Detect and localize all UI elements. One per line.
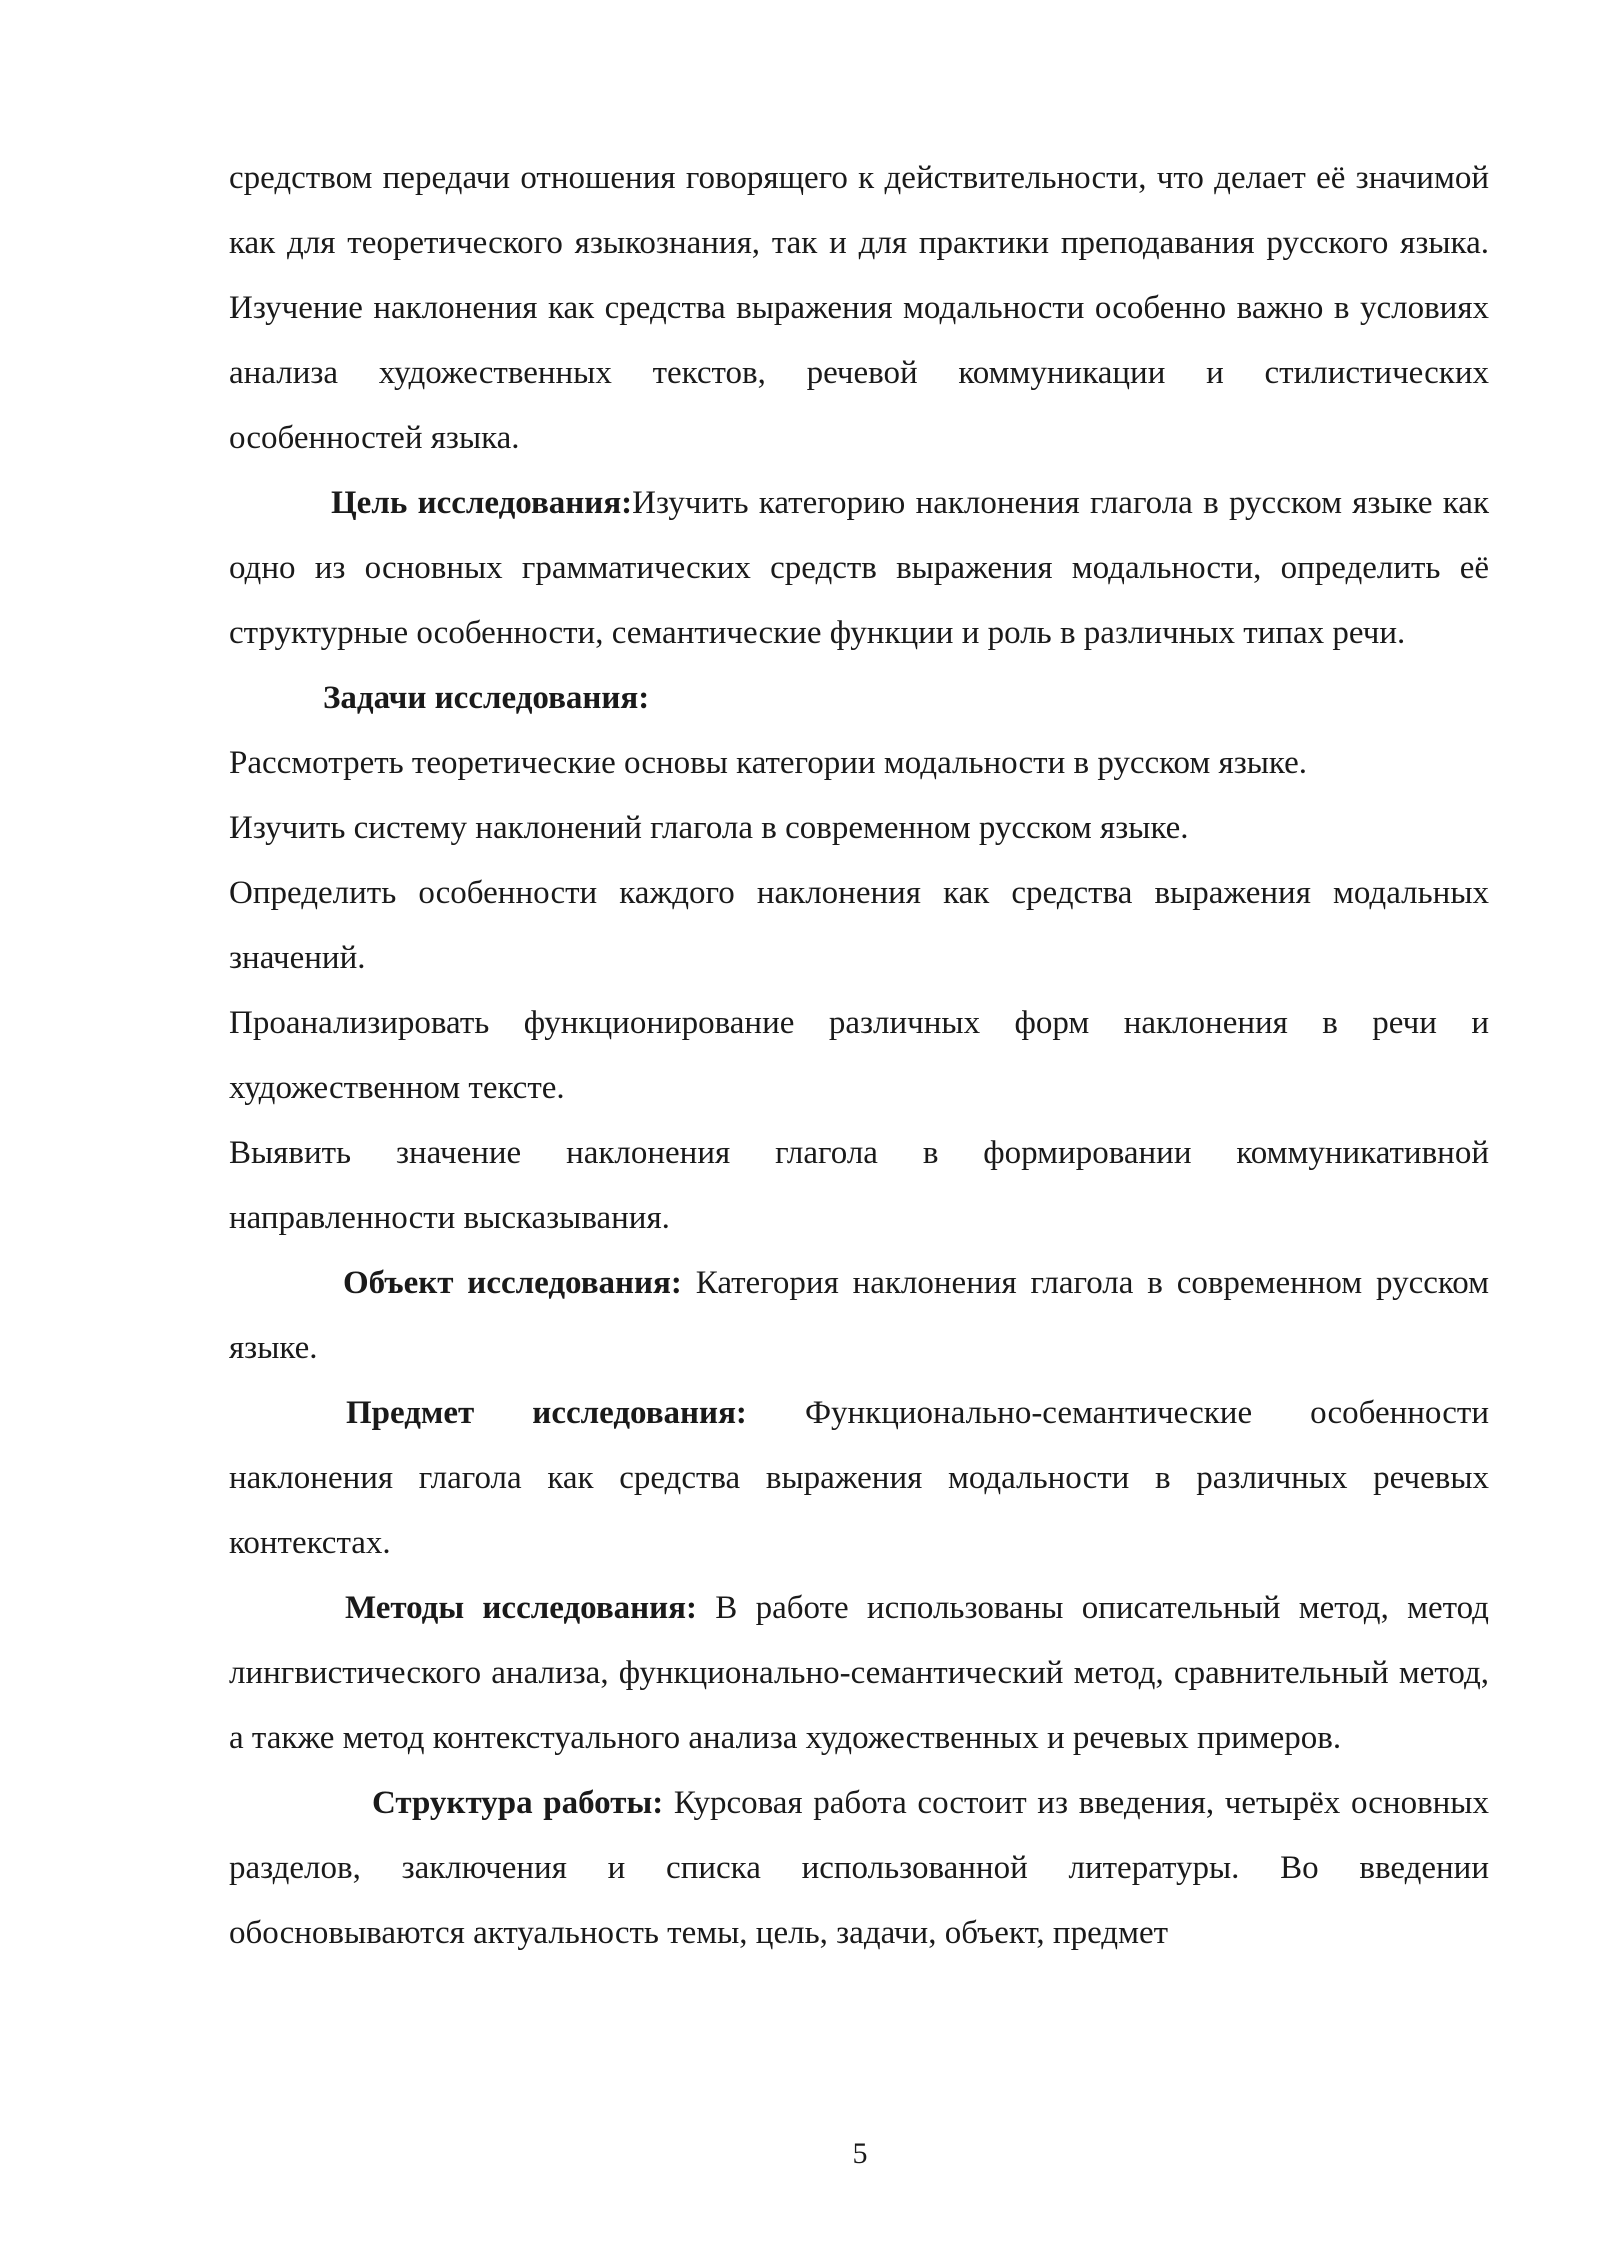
structure-paragraph	[229, 1771, 1489, 1966]
structure-text: Курсовая работа состоит из введения, четырёх основных разделов, заключения и списка использованной литературы. Во введении обосновываются актуальность темы, цель, задачи, объект, предмет	[229, 1785, 1489, 1951]
task-item: Рассмотреть теоретические основы категории модальности в русском языке.	[229, 745, 1308, 781]
object-paragraph	[229, 1251, 1489, 1381]
methods-paragraph	[229, 1576, 1489, 1771]
task-item: Выявить значение наклонения глагола в формировании коммуникативной направленности высказывания.	[229, 1135, 1489, 1236]
methods-heading: Методы исследования:	[345, 1590, 698, 1626]
goal-text: Изучить категорию наклонения глагола в русском языке как одно из основных грамматических средств выражения модальности, определить её структурные особенности, семантические функции и роль в различных типах речи.	[229, 485, 1489, 651]
page-body	[229, 146, 1489, 1966]
subject-heading: Предмет исследования:	[346, 1395, 747, 1431]
subject-text: Функционально-семантические особенности наклонения глагола как средства выражения модальности в различных речевых контекстах.	[229, 1395, 1489, 1561]
page-number: 5	[852, 2137, 868, 2170]
tasks-heading: Задачи исследования:	[323, 680, 650, 716]
methods-text: В работе использованы описательный метод, метод лингвистического анализа, функционально-семантический метод, сравнительный метод, а также метод контекстуального анализа художественных и речевых примеров.	[229, 1590, 1489, 1756]
task-item: Определить особенности каждого наклонения как средства выражения модальных значений.	[229, 875, 1489, 976]
tasks-heading-paragraph	[229, 666, 1489, 731]
task-item: Проанализировать функционирование различных форм наклонения в речи и художественном тексте.	[229, 1005, 1489, 1106]
object-text: Категория наклонения глагола в современном русском языке.	[229, 1265, 1489, 1366]
subject-paragraph	[229, 1381, 1489, 1576]
structure-heading: Структура работы:	[372, 1785, 664, 1821]
task-item: Изучить систему наклонений глагола в современном русском языке.	[229, 810, 1189, 846]
object-heading: Объект исследования:	[343, 1265, 682, 1301]
intro-paragraph: средством передачи отношения говорящего к действительности, что делает её значимой как для теоретического языкознания, так и для практики преподавания русского языка. Изучение наклонения как средства выражения модальности особенно важно в условиях анализа художественных текстов, речевой коммуникации и стилистических особенностей языка.	[229, 160, 1489, 456]
goal-heading: Цель исследования:	[331, 485, 633, 521]
goal-paragraph	[229, 471, 1489, 666]
